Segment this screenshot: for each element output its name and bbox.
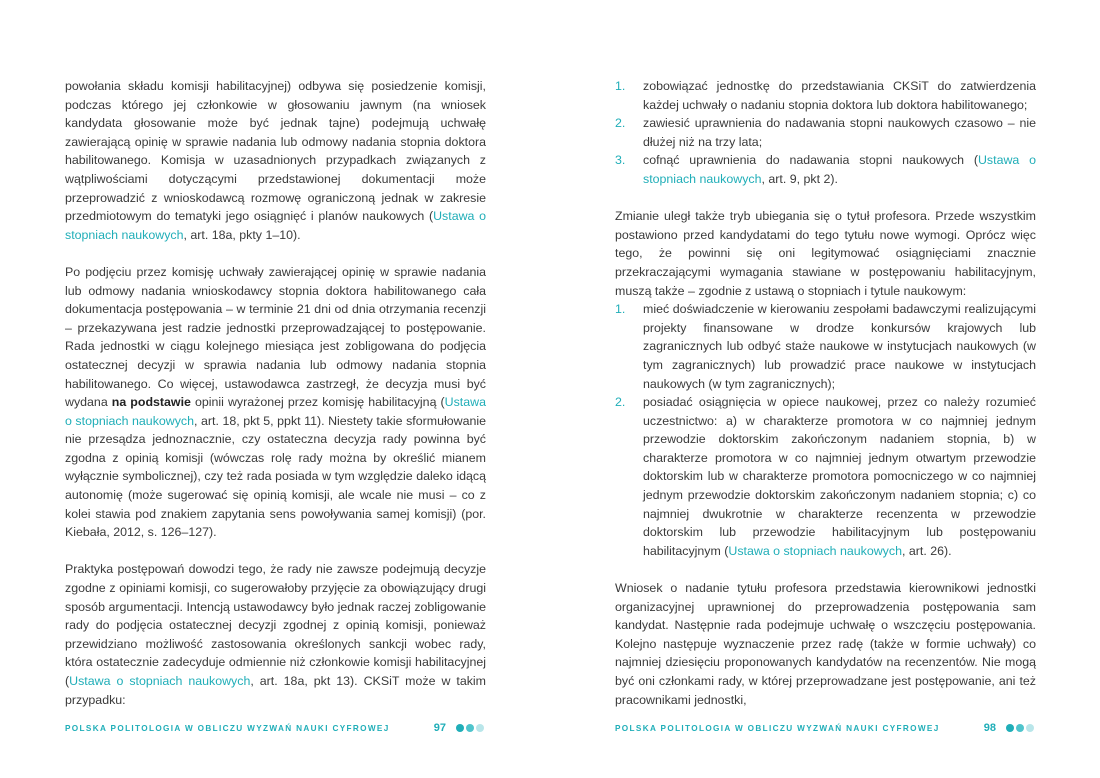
dot-icon [476, 724, 484, 732]
dot-icon [1026, 724, 1034, 732]
page-number: 98 [983, 722, 996, 734]
dot-icon [456, 724, 464, 732]
text-segment: mieć doświadczenie w kierowaniu zespołami badawczymi realizującymi projekty finansowane w drodze konkursów krajowych lub zagranicznych lub odbyć staże naukowe w instytucjach naukowych (w tym zagranicznych) lub prowadzić prace naukowe w instytucjach naukowych (w tym zagranicznych); [643, 302, 1036, 391]
footer-page-marker [434, 722, 486, 734]
paragraph [65, 77, 486, 244]
text-segment: Praktyka postępowań dowodzi tego, że rady nie zawsze podejmują decyzje zgodne z opiniami komisji, co sugerowałoby przyjęcie za obowiązujący drugi sposób argumentacji. Intencją ustawodawcy było jednak raczej zobligowanie rady do podjęcia ostatecznej decyzji zgodnej z opinią komisji, ponieważ przewidziano możliwość zastosowania określonych sankcji wobec rady, która ostatecznie zadecyduje odmiennie niż członkowie komisji habilitacyjnej ( [65, 562, 486, 688]
text-segment: Zmianie uległ także tryb ubiegania się o tytuł profesora. Przede wszystkim postawiono przed kandydatami do tego tytułu nowe wymogi. Oprócz więc tego, że powinni się oni legitymować osiągnięciami znacznie przekraczającymi wymagania stawiane w postępowaniu habilitacyjnym, muszą także – zgodnie z ustawą o stopniach i tytule naukowym: [615, 209, 1036, 298]
citation-link[interactable]: Ustawa o stopniach naukowych [65, 209, 487, 242]
paragraph [65, 560, 486, 709]
list-item [615, 114, 1036, 151]
dot-icon [1006, 724, 1014, 732]
citation-link[interactable]: Ustawa o stopniach naukowych [643, 153, 1036, 186]
list-number: 3. [615, 153, 626, 168]
paragraph [65, 263, 486, 542]
list-item [615, 300, 1036, 393]
text-segment: powołania składu komisji habilitacyjnej) odbywa się posiedzenie komisji, podczas którego jej członkowie w głosowaniu jawnym (na wniosek kandydata głosowanie może być jednak tajne) podejmują uchwałę zawierającą opinię w sprawie nadania lub odmowy nadania stopnia doktora habilitowanego. Komisja w uzasadnionych przypadkach związanych z wątpliwościami dotyczącymi przedstawionej dokumentacji może przeprowadzić z wnioskodawcą rozmowę ograniczoną jednak w zakresie przedmiotowym do tematyki jego osiągnięć i planów naukowych ( [65, 79, 486, 224]
page-footer [65, 720, 486, 736]
running-title: POLSKA POLITOLOGIA W OBLICZU WYZWAŃ NAUKI CYFROWEJ [65, 723, 390, 733]
page-footer [615, 720, 1036, 736]
dot-icon [466, 724, 474, 732]
paragraph [615, 579, 1036, 709]
text-segment: posiadać osiągnięcia w opiece naukowej, przez co należy rozumieć uczestnictwo: a) w charakterze promotora w co najmniej jednym przewodzie doktorskim zakończonym nadaniem stopnia, b) w charakterze promotora w co najmniej jednym otwartym przewodzie doktorskim lub w charakterze promotora pomocniczego w co najmniej jednym przewodzie doktorskim zakończonym nadaniem stopnia; c) co najmniej dwukrotnie w charakterze recenzenta w przewodzie doktorskim lub przewodzie habilitacyjnym lub postępowaniu habilitacyjnym ( [643, 395, 1036, 558]
dot-icon [1016, 724, 1024, 732]
bold-text: na podstawie [111, 395, 191, 410]
decorative-dots-icon [1006, 724, 1036, 732]
numbered-list [615, 77, 1036, 189]
page-number: 97 [433, 722, 446, 734]
text-segment: , art. 18a, pkt 13). CKSiT może w takim przypadku: [65, 674, 486, 707]
list-number: 1. [615, 79, 626, 93]
text-segment: , art. 18a, pkty 1–10). [183, 227, 301, 242]
text-segment: zobowiązać jednostkę do przedstawiania CKSiT do zatwierdzenia każdej uchwały o nadaniu stopnia doktora lub doktora habilitowanego; [643, 79, 1036, 112]
list-number: 2. [615, 395, 626, 410]
list-number: 2. [615, 116, 626, 131]
left-text-column [65, 77, 486, 709]
text-segment: , art. 18, pkt 5, ppkt 11). Niestety takie sformułowanie nie przesądza jednoznacznie, czy ostateczna decyzja rady powinna być zgodna z opinią komisji (wówczas rolę rady można by określić mianem wyłącznie symbolicznej), czy też rada posiada w tym względzie daleko idącą autonomię (może sugerować się opinią komisji, ale wcale nie musi – co z kolei stawia pod znakiem zapytania sens powoływania samej komisji) (por. Kiebała, 2012, s. 126–127). [65, 413, 486, 540]
text-segment: Wniosek o nadanie tytułu profesora przedstawia kierownikowi jednostki organizacyjnej uprawnionej do przeprowadzenia postępowania sam kandydat. Następnie rada podejmuje uchwałę o wszczęciu postępowania. Kolejno następuje wyznaczenie przez radę (także w formie uchwały) co najmniej dziesięciu proponowanych kandydatów na recenzentów. Nie mogą być oni członkami rady, w której przeprowadzane jest postępowanie, ani też pracownikami jednostki, [615, 581, 1036, 707]
text-segment: , art. 26). [901, 543, 952, 558]
right-page [550, 0, 1100, 778]
list-item [615, 151, 1036, 188]
text-segment: zawiesić uprawnienia do nadawania stopni naukowych czasowo – nie dłużej niż na trzy lata; [643, 116, 1036, 149]
citation-link[interactable]: Ustawa o stopniach naukowych [728, 543, 902, 558]
decorative-dots-icon [456, 724, 486, 732]
footer-page-marker [984, 722, 1036, 734]
running-title: POLSKA POLITOLOGIA W OBLICZU WYZWAŃ NAUKI CYFROWEJ [615, 723, 940, 733]
text-segment: opinii wyrażonej przez komisję habilitacyjną ( [190, 395, 445, 410]
paragraph [615, 207, 1036, 300]
list-item [615, 77, 1036, 114]
list-number: 1. [615, 302, 626, 317]
citation-link[interactable]: Ustawa o stopniach naukowych [65, 395, 486, 428]
numbered-list [615, 300, 1036, 560]
right-text-column [615, 77, 1036, 709]
citation-link[interactable]: Ustawa o stopniach naukowych [69, 674, 251, 688]
text-segment: cofnąć uprawnienia do nadawania stopni naukowych ( [643, 153, 978, 168]
text-segment: , art. 9, pkt 2). [761, 171, 838, 186]
list-item [615, 393, 1036, 560]
text-segment: Po podjęciu przez komisję uchwały zawierającej opinię w sprawie nadania lub odmowy nadania wnioskodawcy stopnia doktora habilitowanego cała dokumentacja postępowania – w terminie 21 dni od dnia otrzymania recenzji – przekazywana jest radzie jednostki przeprowadzającej to postępowanie. Rada jednostki w ciągu kolejnego miesiąca jest zobligowana do podjęcia ostatecznej decyzji w sprawia nadania lub odmowy nadania stopnia habilitowanego. Co więcej, ustawodawca zastrzegł, że decyzja musi być wydana [65, 264, 486, 410]
